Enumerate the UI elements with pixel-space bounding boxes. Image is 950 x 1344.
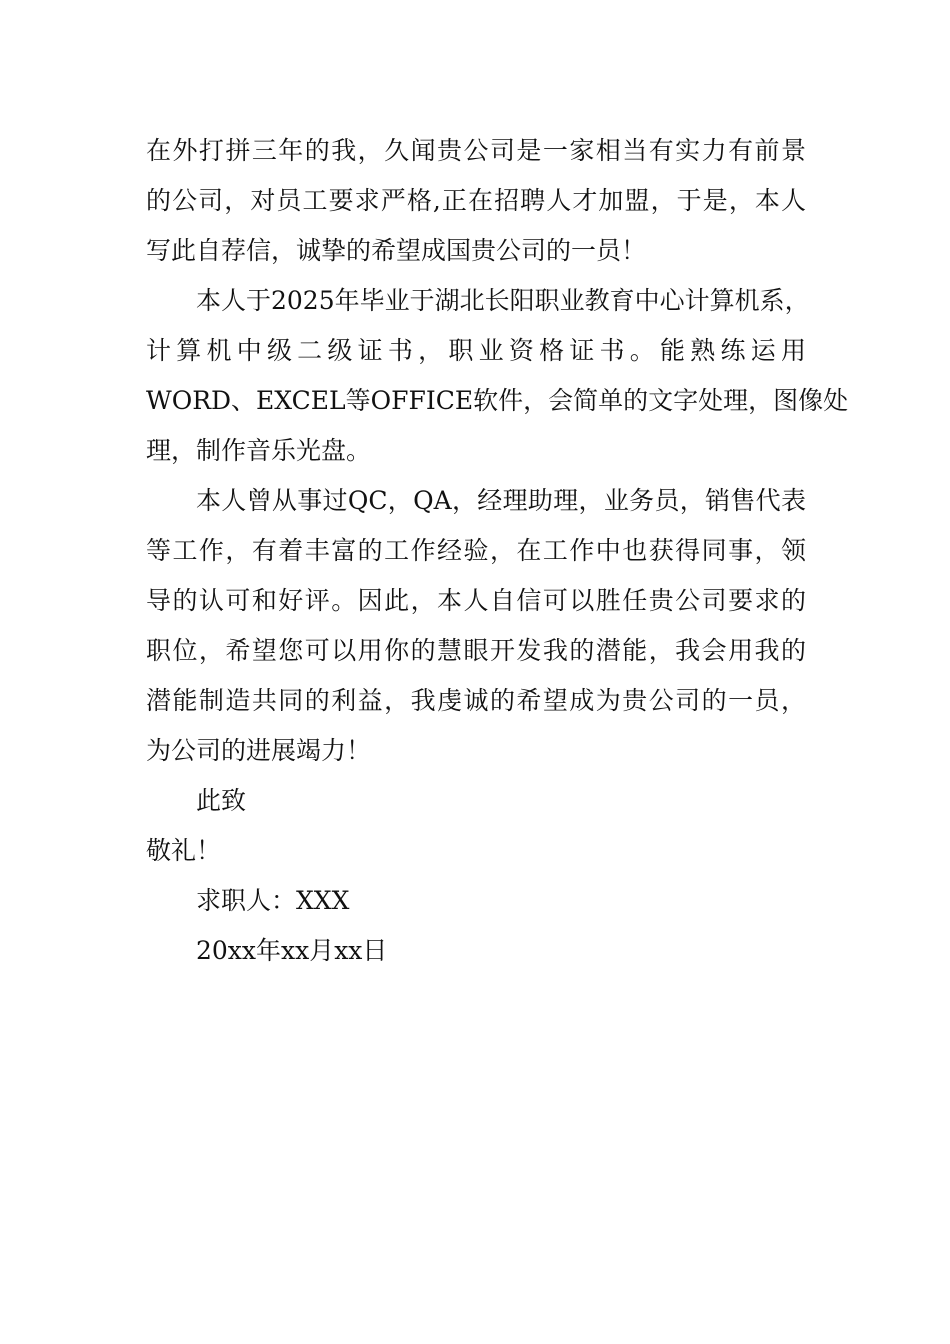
paragraph-3-line-5: 潜能制造共同的利益，我虔诚的希望成为贵公司的一员， [146, 686, 806, 715]
paragraph-2-line-2: 计算机中级二级证书，职业资格证书。能熟练运用 [146, 336, 806, 365]
paragraph-3-line-6: 为公司的进展竭力！ [146, 736, 372, 765]
paragraph-1-line-2: 的公司，对员工要求严格,正在招聘人才加盟，于是，本人 [146, 186, 806, 215]
closing: 此致 [196, 786, 247, 815]
paragraph-1-line-3: 写此自荐信，诚挚的希望成国贵公司的一员！ [146, 236, 647, 265]
paragraph-1-line-1: 在外打拼三年的我，久闻贵公司是一家相当有实力有前景 [146, 136, 806, 165]
paragraph-3-line-3: 导的认可和好评。因此，本人自信可以胜任贵公司要求的 [146, 586, 806, 615]
paragraph-2-line-4: 理，制作音乐光盘。 [146, 436, 372, 465]
paragraph-3-line-4: 职位，希望您可以用你的慧眼开发我的潜能，我会用我的 [146, 636, 806, 665]
salutation: 敬礼！ [146, 836, 222, 865]
signature: 求职人：XXX [196, 886, 350, 915]
paragraph-3-line-1: 本人曾从事过QC，QA，经理助理，业务员，销售代表 [196, 486, 806, 515]
paragraph-3-line-2: 等工作，有着丰富的工作经验，在工作中也获得同事，领 [146, 536, 806, 565]
paragraph-2-line-1: 本人于2025年毕业于湖北长阳职业教育中心计算机系， [196, 286, 810, 315]
paragraph-2-line-3: WORD、EXCEL等OFFICE软件，会简单的文字处理，图像处 [146, 386, 849, 415]
date: 20xx年xx月xx日 [196, 936, 388, 965]
